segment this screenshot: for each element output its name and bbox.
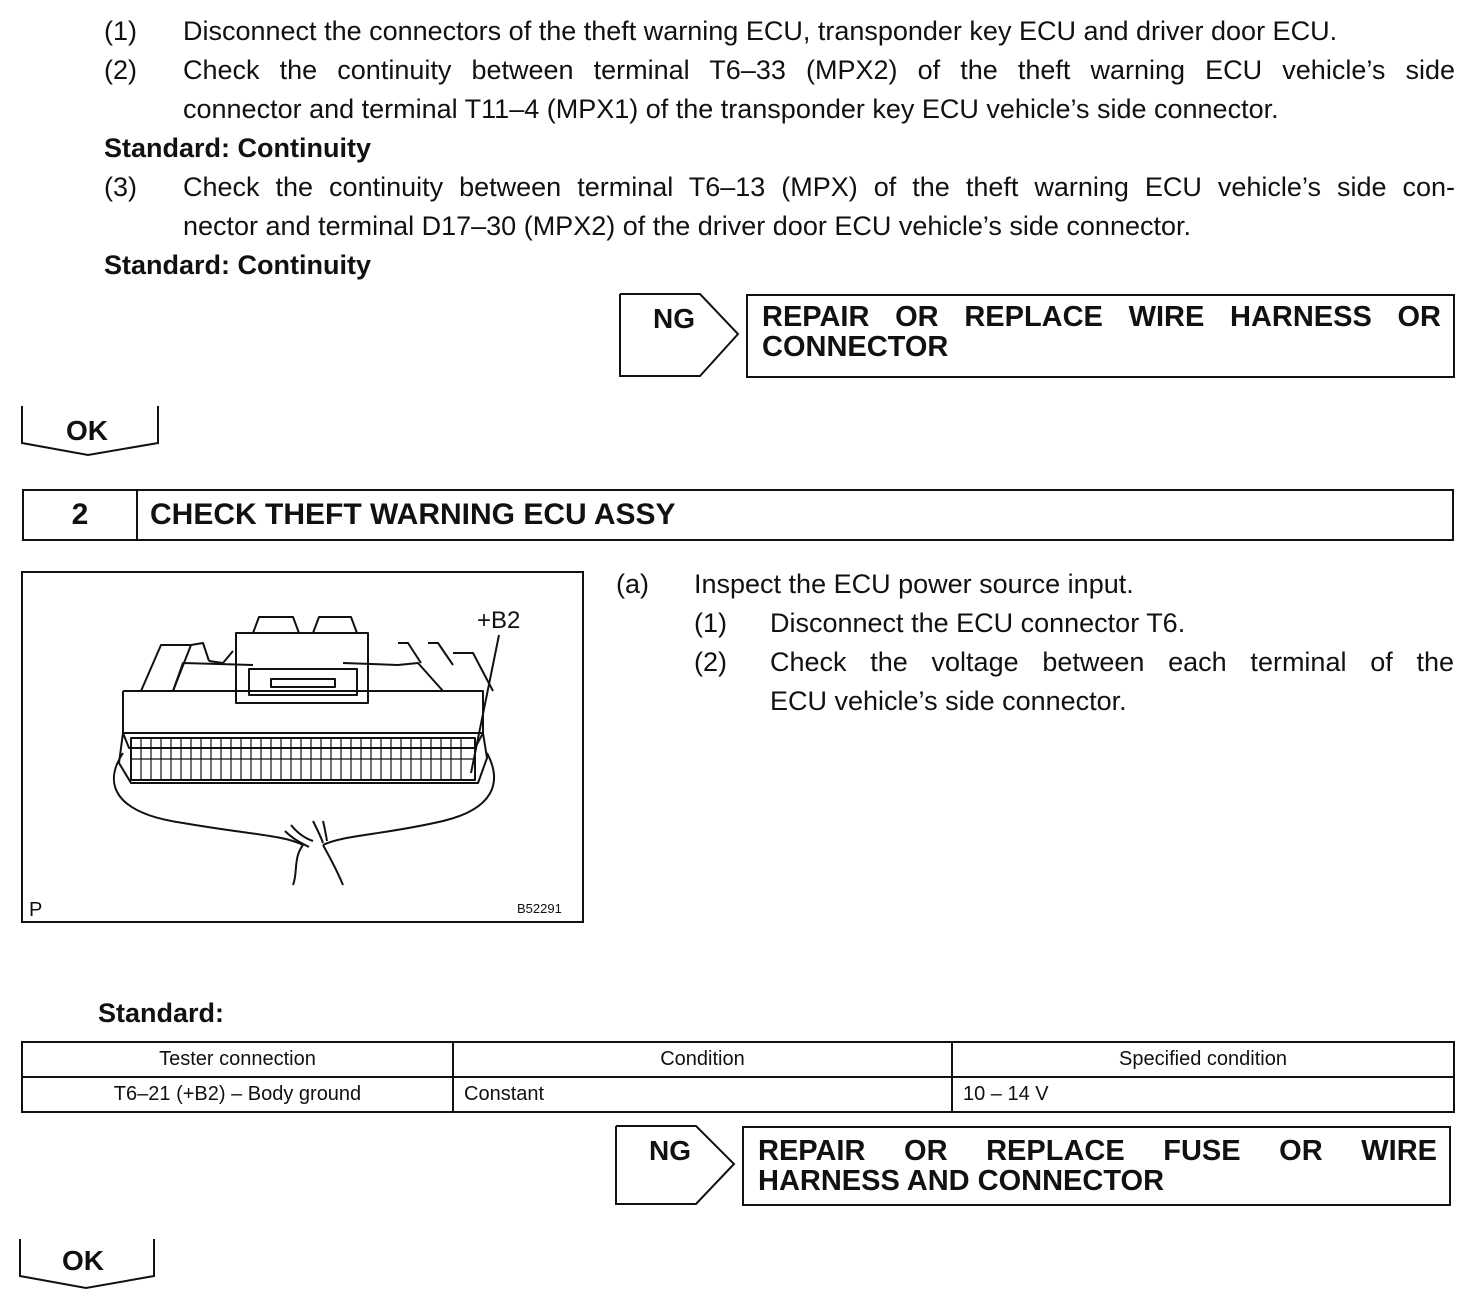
table-cell: 10 – 14 V (952, 1077, 1454, 1112)
step-title: CHECK THEFT WARNING ECU ASSY (150, 498, 676, 531)
step-header (22, 489, 1454, 541)
item-number: (2) (104, 55, 137, 85)
table-row (22, 1077, 1454, 1112)
spec-table (21, 1041, 1455, 1113)
standard-continuity: Standard: Continuity (104, 250, 371, 280)
standard-continuity: Standard: Continuity (104, 133, 371, 163)
table-header: Tester connection (22, 1042, 453, 1077)
item-text: Check the continuity between terminal T6–33 (MPX2) of the theft warning ECU vehicle’s side (183, 55, 1455, 85)
item-text: ECU vehicle’s side connector. (770, 686, 1127, 716)
ng-label: NG (653, 303, 695, 334)
item-text: Check the continuity between terminal T6–13 (MPX) of the theft warning ECU vehicle’s side con- (183, 172, 1455, 202)
item-number: (3) (104, 172, 137, 202)
item-number: (a) (616, 569, 649, 599)
table-header-row (22, 1042, 1454, 1077)
table-header: Specified condition (952, 1042, 1454, 1077)
ng-action-box (746, 294, 1455, 378)
item-text: Check the voltage between each terminal of the (770, 647, 1454, 677)
ng-action-line: REPAIR OR REPLACE WIRE HARNESS OR (762, 301, 1441, 333)
connector-illustration (21, 571, 584, 923)
ng-label: NG (649, 1135, 691, 1166)
item-number: (1) (694, 608, 727, 638)
terminal-label: +B2 (477, 607, 521, 634)
ng-action-box (742, 1126, 1451, 1206)
item-text: nector and terminal D17–30 (MPX2) of the driver door ECU vehicle’s side connector. (183, 211, 1192, 241)
item-text: Disconnect the connectors of the theft warning ECU, transponder key ECU and driver door ECU. (183, 16, 1338, 46)
item-number: (2) (694, 647, 727, 677)
table-cell: T6–21 (+B2) – Body ground (22, 1077, 453, 1112)
table-header: Condition (453, 1042, 952, 1077)
item-text: connector and terminal T11–4 (MPX1) of the transponder key ECU vehicle’s side connector. (183, 94, 1279, 124)
ng-action-line: CONNECTOR (762, 331, 949, 363)
item-text: Disconnect the ECU connector T6. (770, 608, 1186, 638)
ng-action-line: HARNESS AND CONNECTOR (758, 1165, 1165, 1197)
step-number: 2 (24, 491, 138, 539)
table-cell: Constant (453, 1077, 952, 1112)
ok-label: OK (62, 1245, 104, 1276)
item-number: (1) (104, 16, 137, 46)
ng-action-line: REPAIR OR REPLACE FUSE OR WIRE (758, 1135, 1437, 1167)
ok-label: OK (66, 415, 108, 446)
standard-heading: Standard: (98, 998, 225, 1028)
item-text: Inspect the ECU power source input. (694, 569, 1134, 599)
figure-corner-label: P (29, 899, 43, 921)
figure-id: B52291 (517, 901, 562, 916)
